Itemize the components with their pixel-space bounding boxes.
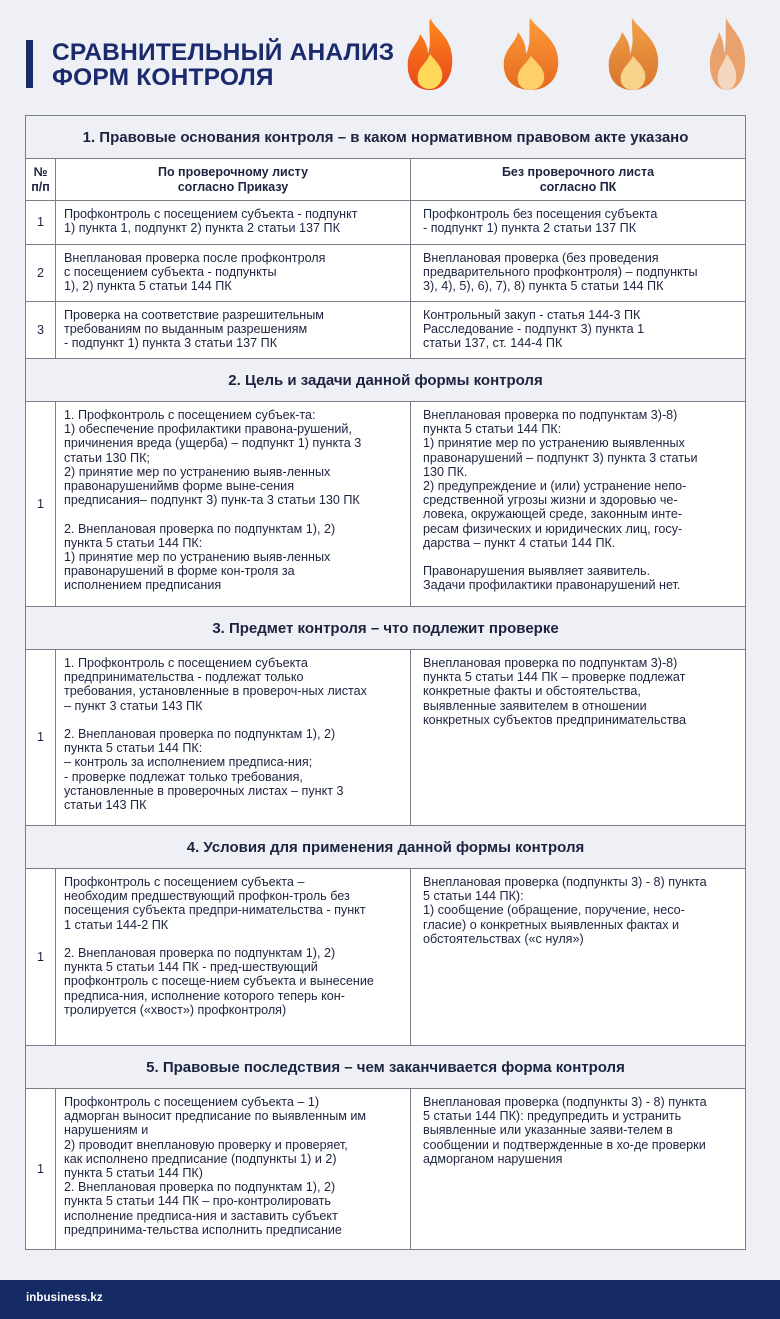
section-title-row bbox=[26, 826, 746, 869]
page-title-line-2: ФОРМ КОНТРОЛЯ bbox=[52, 64, 274, 91]
section-title: 2. Цель и задачи данной формы контроля bbox=[26, 359, 746, 402]
cell-text: 1. Профконтроль с посещением субъекта предпринимательства - подлежат только требования, установленные в провероч-ных листах – пункт 3 статьи 143 ПК 2. Внеплановая проверка по подпунктам 1), 2) пункта 5 статьи 144 ПК: – контроль за исполнением предписа-ния; - проверке подлежат только требования, установленные в проверочных листах – пункт 3 статьи 143 ПК bbox=[64, 656, 367, 813]
cell-text: Проверка на соответствие разрешительным требованиям по выданным разрешениям - подпункт 1) пункта 3 статьи 137 ПК bbox=[64, 308, 324, 351]
table-row bbox=[26, 302, 746, 359]
cell-text: Внеплановая проверка (подпункты 3) - 8) пункта 5 статьи 144 ПК): предупредить и устранить выявленные или указанные заяви-телем в сообщении и подтвержденные в хо-де проверки адморганом нарушения bbox=[423, 1095, 707, 1166]
row-number: 1 bbox=[26, 1089, 56, 1250]
section-title: 5. Правовые последствия – чем заканчивается форма контроля bbox=[26, 1046, 746, 1089]
row-number: 3 bbox=[26, 302, 56, 359]
column-header-num: № п/п bbox=[26, 159, 56, 201]
cell-text: Внеплановая проверка после профконтроля с посещением субъекта - подпункты 1), 2) пункта 5 статьи 144 ПК bbox=[64, 251, 326, 294]
section-title-row bbox=[26, 1046, 746, 1089]
cell-with-checklist bbox=[56, 201, 411, 245]
flame-icon bbox=[602, 14, 664, 94]
row-number: 1 bbox=[26, 201, 56, 245]
table-row bbox=[26, 1089, 746, 1250]
column-header-without-checklist: Без проверочного листа согласно ПК bbox=[411, 159, 746, 201]
page-footer bbox=[0, 1280, 780, 1319]
section-title: 3. Предмет контроля – что подлежит проверке bbox=[26, 607, 746, 650]
table-row bbox=[26, 402, 746, 607]
cell-with-checklist bbox=[56, 869, 411, 1046]
flame-icon bbox=[400, 14, 460, 94]
cell-with-checklist bbox=[56, 1089, 411, 1250]
inbusiness-logo[interactable]: inbusiness.kz bbox=[26, 1292, 103, 1304]
column-header-row bbox=[26, 159, 746, 201]
section-title-row bbox=[26, 359, 746, 402]
cell-without-checklist bbox=[411, 869, 746, 1046]
comparison-table bbox=[25, 115, 746, 1250]
section-title: 4. Условия для применения данной формы контроля bbox=[26, 826, 746, 869]
cell-text: Профконтроль с посещением субъекта - подпункт 1) пункта 1, подпункт 2) пункта 2 статьи 137 ПК bbox=[64, 207, 358, 236]
cell-text: Внеплановая проверка (подпункты 3) - 8) пункта 5 статьи 144 ПК): 1) сообщение (обращение, поручение, несо- гласие) о конкретных выявленных фактах и обстоятельствах («с нуля») bbox=[423, 875, 707, 946]
comparison-table-wrap bbox=[25, 115, 745, 1250]
cell-with-checklist bbox=[56, 302, 411, 359]
flame-icon bbox=[496, 14, 566, 94]
title-accent-bar bbox=[26, 40, 33, 88]
section-title: 1. Правовые основания контроля – в каком нормативном правовом акте указано bbox=[26, 116, 746, 159]
row-number: 1 bbox=[26, 869, 56, 1046]
cell-without-checklist bbox=[411, 650, 746, 826]
cell-without-checklist bbox=[411, 1089, 746, 1250]
page-title-line-1: СРАВНИТЕЛЬНЫЙ АНАЛИЗ bbox=[52, 39, 395, 66]
table-row bbox=[26, 201, 746, 245]
cell-with-checklist bbox=[56, 650, 411, 826]
cell-text: Профконтроль с посещением субъекта – необходим предшествующий профкон-троль без посещения субъекта предпри-нимательства - пункт 1 статьи 144-2 ПК 2. Внеплановая проверка по подпунктам 1), 2) пункта 5 статьи 144 ПК - пред-шествующий профконтроль с посеще-нием субъекта и вынесение предписа-ния, исполнение которого теперь кон- тролируется («хвост») профконтроля) bbox=[64, 875, 374, 1017]
cell-without-checklist bbox=[411, 302, 746, 359]
cell-text: Профконтроль без посещения субъекта - подпункт 1) пункта 2 статьи 137 ПК bbox=[423, 207, 658, 236]
row-number: 1 bbox=[26, 402, 56, 607]
cell-with-checklist bbox=[56, 245, 411, 302]
page-title bbox=[52, 40, 394, 90]
cell-text: Внеплановая проверка по подпунктам 3)-8) пункта 5 статьи 144 ПК: 1) принятие мер по устранению выявленных правонарушений – подпункт 3) пункта 3 статьи 130 ПК. 2) предупреждение и (или) устранение непо- средственной угрозы жизни и здоровью че- ловека, окружающей среде, законным инте- ресам физических и юридических лиц, госу- дарства – пункт 4 статьи 144 ПК. Правонарушения выявляет заявитель. Задачи профилактики правонарушений нет. bbox=[423, 408, 698, 593]
flame-icon bbox=[706, 14, 748, 94]
section-title-row bbox=[26, 116, 746, 159]
cell-text: Внеплановая проверка (без проведения предварительного профконтроля) – подпункты 3), 4), 5), 6), 7), 8) пункта 5 статьи 144 ПК bbox=[423, 251, 698, 294]
table-row bbox=[26, 869, 746, 1046]
table-row bbox=[26, 245, 746, 302]
cell-without-checklist bbox=[411, 402, 746, 607]
section-title-row bbox=[26, 607, 746, 650]
cell-without-checklist bbox=[411, 201, 746, 245]
page-header bbox=[0, 0, 780, 110]
column-header-with-checklist: По проверочному листу согласно Приказу bbox=[56, 159, 411, 201]
cell-text: Контрольный закуп - статья 144-3 ПК Расследование - подпункт 3) пункта 1 статьи 137, ст. 144-4 ПК bbox=[423, 308, 645, 351]
row-number: 2 bbox=[26, 245, 56, 302]
cell-text: Профконтроль с посещением субъекта – 1) адморган выносит предписание по выявленным им нарушениям и 2) проводит внеплановую проверку и проверяет, как исполнено предписание (подпункты 1) и 2) пункта 5 статьи 144 ПК) 2. Внеплановая проверка по подпунктам 1), 2) пункта 5 статьи 144 ПК – про-контролировать исполнение предписа-ния и заставить субъект предпринима-тельства исполнить предписание bbox=[64, 1095, 367, 1237]
cell-text: 1. Профконтроль с посещением субъек-та: 1) обеспечение профилактики правона-рушений, причинения вреда (ущерба) – подпункт 1) пункта 3 статьи 130 ПК; 2) принятие мер по устранению выяв-ленных правонарушениймв форме выне-сения предписания– подпункт 3) пунк-та 3 статьи 130 ПК 2. Внеплановая проверка по подпунктам 1), 2) пункта 5 статьи 144 ПК: 1) принятие мер по устранению выяв-ленных правонарушений в форме кон-троля за исполнением предписания bbox=[64, 408, 362, 593]
table-row bbox=[26, 650, 746, 826]
cell-with-checklist bbox=[56, 402, 411, 607]
cell-text: Внеплановая проверка по подпунктам 3)-8) пункта 5 статьи 144 ПК – проверке подлежат конкретные факты и обстоятельства, выявленные заявителем в отношении конкретных субъектов предпринимательства bbox=[423, 656, 687, 727]
cell-without-checklist bbox=[411, 245, 746, 302]
row-number: 1 bbox=[26, 650, 56, 826]
